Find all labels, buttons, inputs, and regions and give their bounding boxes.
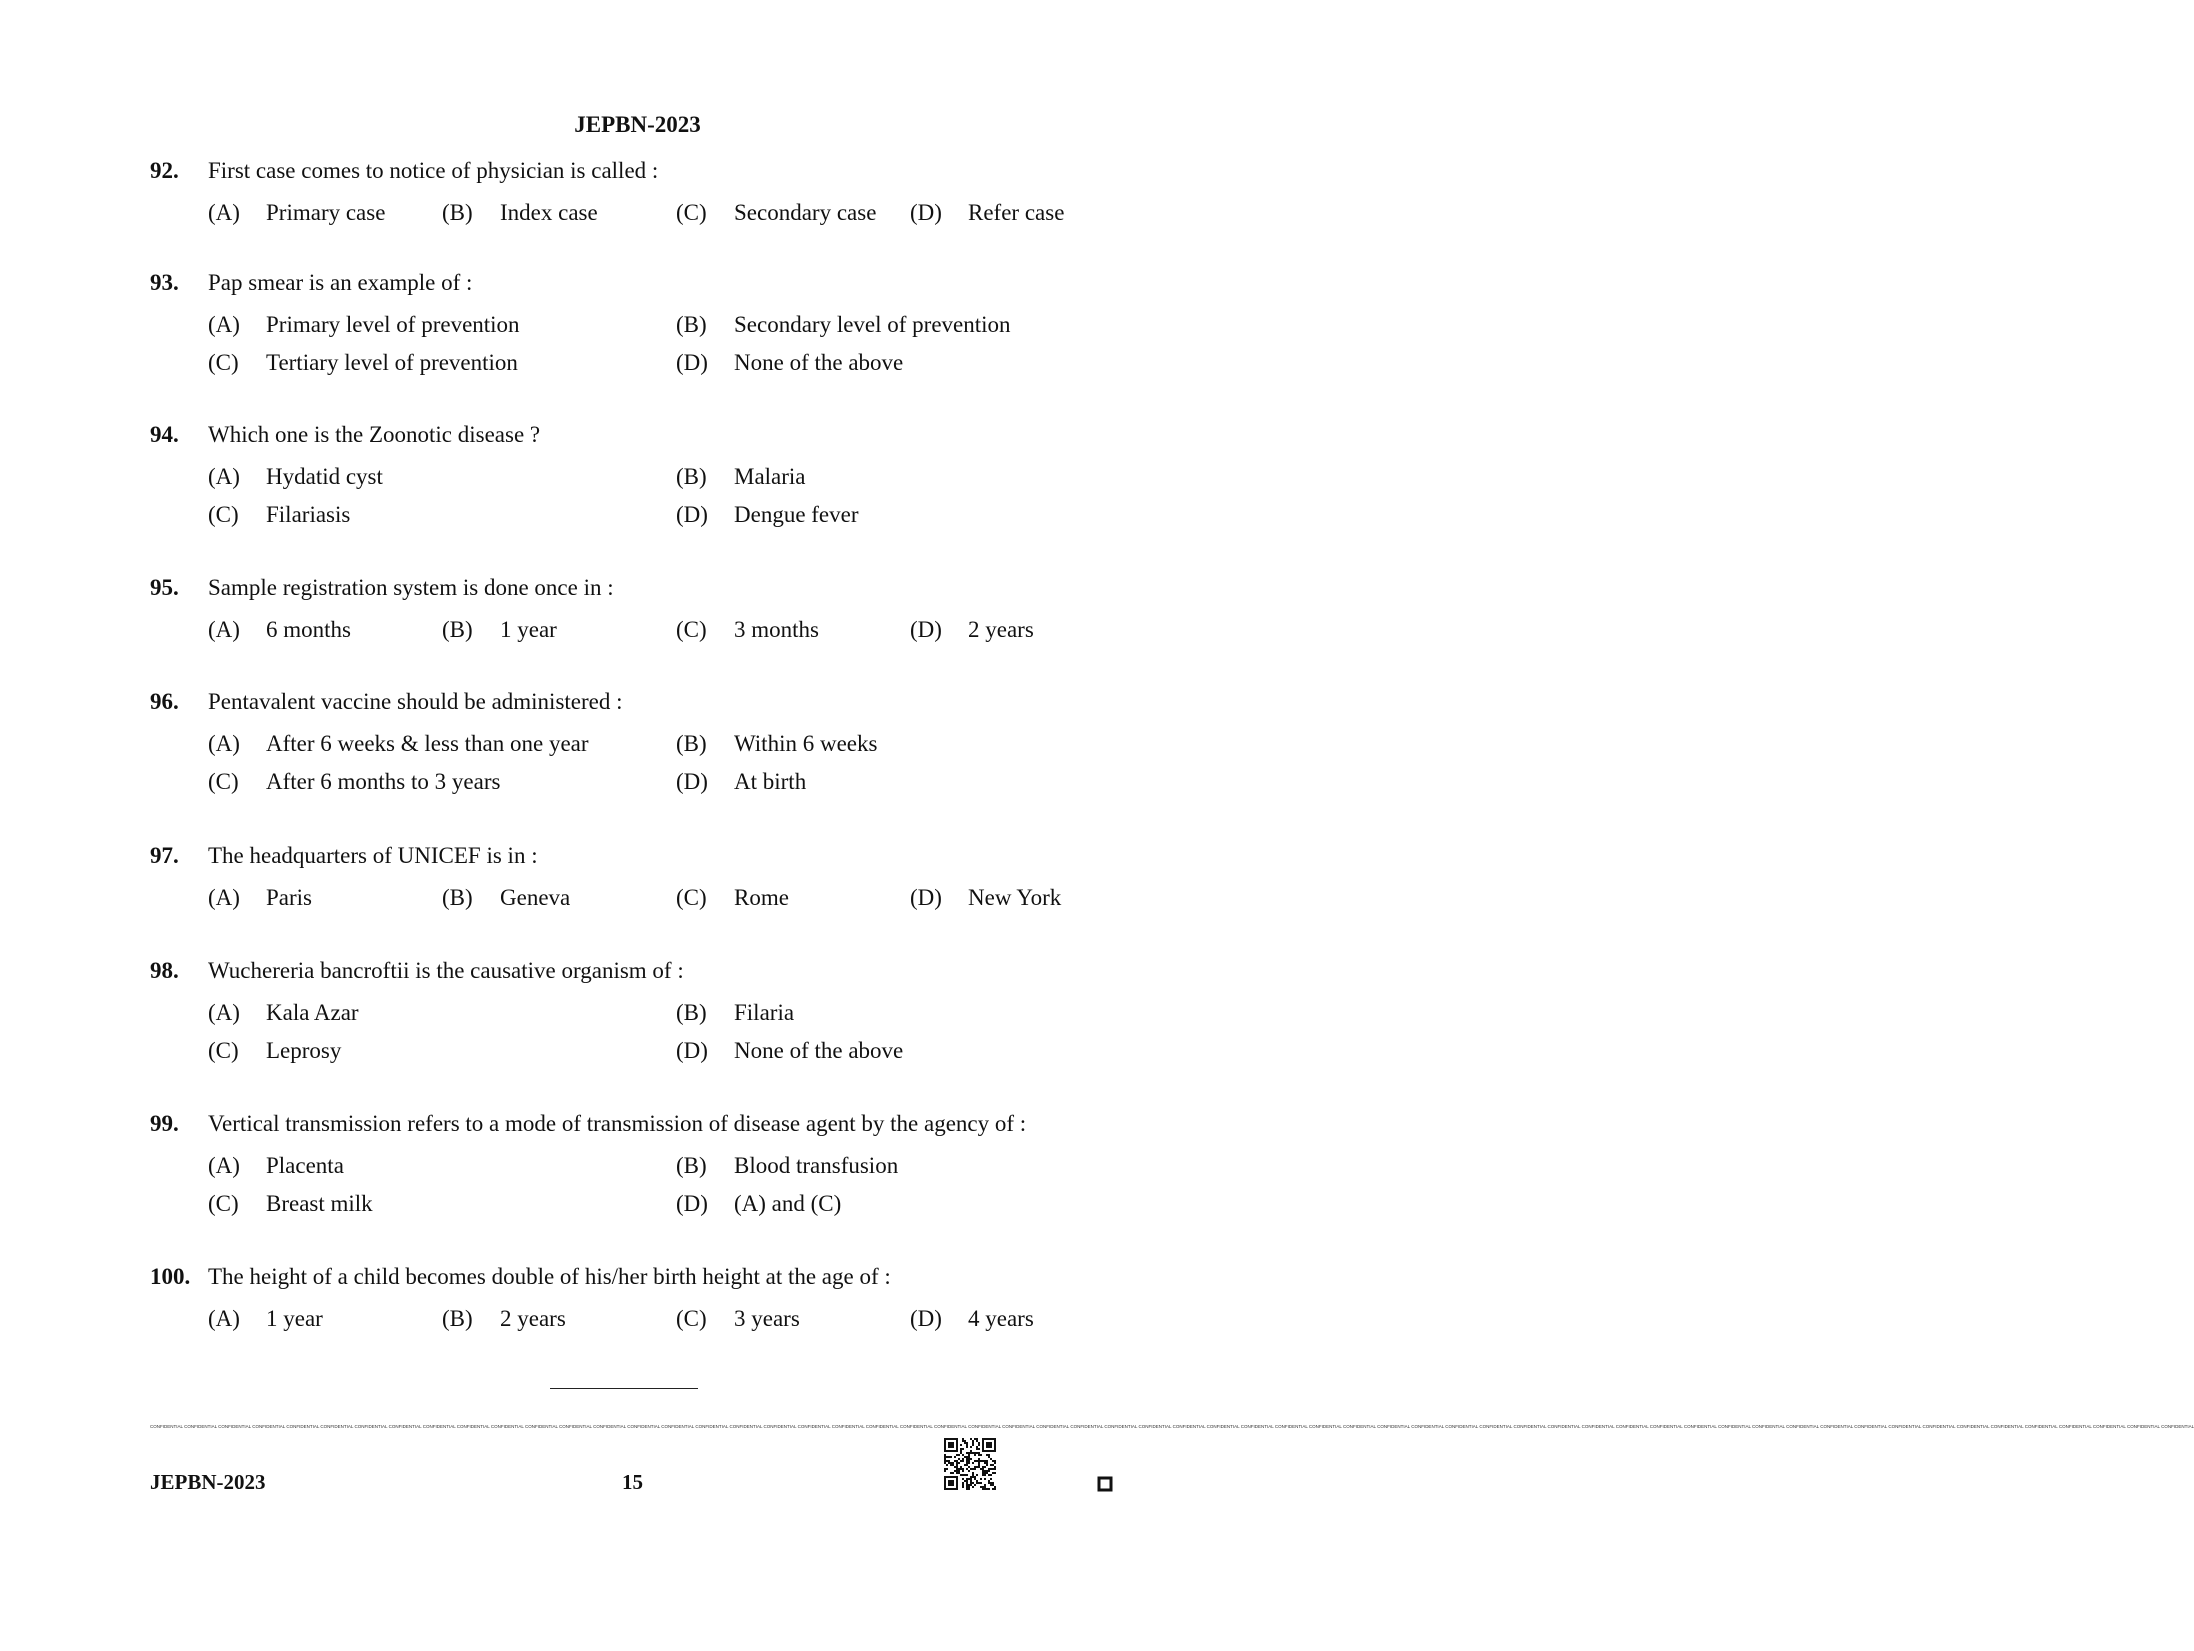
question-100 [150, 1262, 1150, 1338]
option-letter: (B) [676, 1000, 707, 1025]
option-text: 3 months [734, 617, 819, 642]
question-98 [150, 956, 1150, 1070]
option-text: Primary level of prevention [266, 312, 520, 337]
option-text: Primary case [266, 200, 386, 225]
option-text: Rome [734, 885, 789, 910]
option-text: Filariasis [266, 502, 351, 527]
option-letter: (D) [910, 885, 942, 910]
option-text: After 6 months to 3 years [266, 769, 501, 794]
option-text: None of the above [734, 1038, 904, 1063]
option-letter: (C) [676, 617, 707, 642]
option-text: New York [968, 885, 1062, 910]
question-number: 98. [150, 958, 179, 983]
question-number: 93. [150, 270, 179, 295]
option-letter: (B) [676, 731, 707, 756]
end-divider [550, 1388, 698, 1389]
question-number: 99. [150, 1111, 179, 1136]
option-letter: (B) [676, 312, 707, 337]
option-letter: (A) [208, 1153, 240, 1178]
option-text: Tertiary level of prevention [266, 350, 518, 375]
question-text: Pentavalent vaccine should be administered : [208, 689, 623, 714]
option-letter: (A) [208, 731, 240, 756]
question-93 [150, 268, 1150, 382]
option-letter: (D) [676, 502, 708, 527]
option-letter: (C) [208, 350, 239, 375]
option-letter: (D) [910, 617, 942, 642]
option-text: 1 year [266, 1306, 323, 1331]
option-letter: (B) [442, 885, 473, 910]
option-letter: (B) [442, 617, 473, 642]
option-text: Index case [500, 200, 598, 225]
square-outline-icon [1097, 1476, 1113, 1492]
option-text: Paris [266, 885, 312, 910]
question-number: 96. [150, 689, 179, 714]
option-letter: (A) [208, 464, 240, 489]
option-letter: (D) [676, 1038, 708, 1063]
option-text: Placenta [266, 1153, 344, 1178]
option-letter: (B) [676, 1153, 707, 1178]
question-96 [150, 687, 1150, 801]
question-text: Vertical transmission refers to a mode of transmission of disease agent by the agency of : [208, 1111, 1027, 1136]
option-letter: (C) [676, 200, 707, 225]
option-text: None of the above [734, 350, 904, 375]
option-text: Secondary case [734, 200, 877, 225]
option-text: 4 years [968, 1306, 1034, 1331]
option-letter: (A) [208, 1306, 240, 1331]
question-text: Pap smear is an example of : [208, 270, 473, 295]
question-99 [150, 1109, 1150, 1223]
option-text: 6 months [266, 617, 351, 642]
option-letter: (A) [208, 200, 240, 225]
option-text: 1 year [500, 617, 557, 642]
option-text: Refer case [968, 200, 1065, 225]
option-letter: (D) [910, 1306, 942, 1331]
option-letter: (C) [208, 1038, 239, 1063]
option-text: 3 years [734, 1306, 800, 1331]
option-letter: (C) [208, 1191, 239, 1216]
option-letter: (A) [208, 312, 240, 337]
option-letter: (B) [442, 200, 473, 225]
option-text: After 6 weeks & less than one year [266, 731, 589, 756]
question-number: 92. [150, 158, 179, 183]
option-letter: (A) [208, 1000, 240, 1025]
question-text: Which one is the Zoonotic disease ? [208, 422, 541, 447]
option-text: Filaria [734, 1000, 795, 1025]
page-number: 15 [622, 1470, 643, 1494]
page-header: JEPBN-2023 [574, 112, 701, 137]
option-text: Breast milk [266, 1191, 373, 1216]
footer-code: JEPBN-2023 [150, 1470, 266, 1494]
option-text: Malaria [734, 464, 806, 489]
question-text: The headquarters of UNICEF is in : [208, 843, 538, 868]
option-text: Geneva [500, 885, 571, 910]
option-text: Blood transfusion [734, 1153, 899, 1178]
question-text: Sample registration system is done once in : [208, 575, 614, 600]
qr-code-icon [944, 1438, 996, 1490]
option-text: 2 years [968, 617, 1034, 642]
question-92 [150, 156, 1150, 232]
question-number: 95. [150, 575, 179, 600]
option-text: Within 6 weeks [734, 731, 878, 756]
option-text: (A) and (C) [734, 1191, 842, 1216]
option-letter: (B) [442, 1306, 473, 1331]
question-text: The height of a child becomes double of his/her birth height at the age of : [208, 1264, 891, 1289]
option-letter: (C) [676, 1306, 707, 1331]
option-text: Dengue fever [734, 502, 859, 527]
question-text: First case comes to notice of physician is called : [208, 158, 659, 183]
option-letter: (C) [676, 885, 707, 910]
question-94 [150, 420, 1150, 534]
question-97 [150, 841, 1150, 917]
option-letter: (C) [208, 769, 239, 794]
question-number: 100. [150, 1264, 191, 1289]
option-text: Kala Azar [266, 1000, 359, 1025]
confidential-strip: CONFIDENTIAL CONFIDENTIAL CONFIDENTIAL CONFIDENTIAL CONFIDENTIAL CONFIDENTIAL CONFIDENTIAL CONFIDENTIAL CONFIDENTIAL CONFIDENTIAL CONFIDENTIAL CONFIDENTIAL CONFIDENTIAL CONFIDENTIAL CONFIDENTIAL CONFIDENTIAL CONFIDENTIAL CONFIDENTIAL CONFIDENTIAL CONFIDENTIAL CONFIDENTIAL CONFIDENTIAL CONFIDENTIAL CONFIDENTIAL CONFIDENTIAL CONFIDENTIAL CONFIDENTIAL CONFIDENTIAL CONFIDENTIAL CONFIDENTIAL CONFIDENTIAL CONFIDENTIAL CONFIDENTIAL CONFIDENTIAL CONFIDENTIAL CONFIDENTIAL CONFIDENTIAL CONFIDENTIAL CONFIDENTIAL CONFIDENTIAL CONFIDENTIAL CONFIDENTIAL CONFIDENTIAL CONFIDENTIAL CONFIDENTIAL CONFIDENTIAL CONFIDENTIAL CONFIDENTIAL CONFIDENTIAL CONFIDENTIAL CONFIDENTIAL CONFIDENTIAL CONFIDENTIAL CONFIDENTIAL CONFIDENTIAL CONFIDENTIAL CONFIDENTIAL CONFIDENTIAL CONFIDENTIAL CONFIDENTIAL [150, 1424, 2194, 1429]
option-text: Leprosy [266, 1038, 342, 1063]
option-letter: (A) [208, 617, 240, 642]
option-letter: (C) [208, 502, 239, 527]
option-letter: (B) [676, 464, 707, 489]
option-text: Hydatid cyst [266, 464, 383, 489]
question-text: Wuchereria bancroftii is the causative organism of : [208, 958, 684, 983]
option-letter: (D) [910, 200, 942, 225]
question-number: 94. [150, 422, 179, 447]
question-number: 97. [150, 843, 179, 868]
option-letter: (D) [676, 350, 708, 375]
option-text: Secondary level of prevention [734, 312, 1011, 337]
option-text: At birth [734, 769, 807, 794]
option-letter: (D) [676, 1191, 708, 1216]
option-letter: (A) [208, 885, 240, 910]
option-text: 2 years [500, 1306, 566, 1331]
question-95 [150, 573, 1150, 649]
option-letter: (D) [676, 769, 708, 794]
